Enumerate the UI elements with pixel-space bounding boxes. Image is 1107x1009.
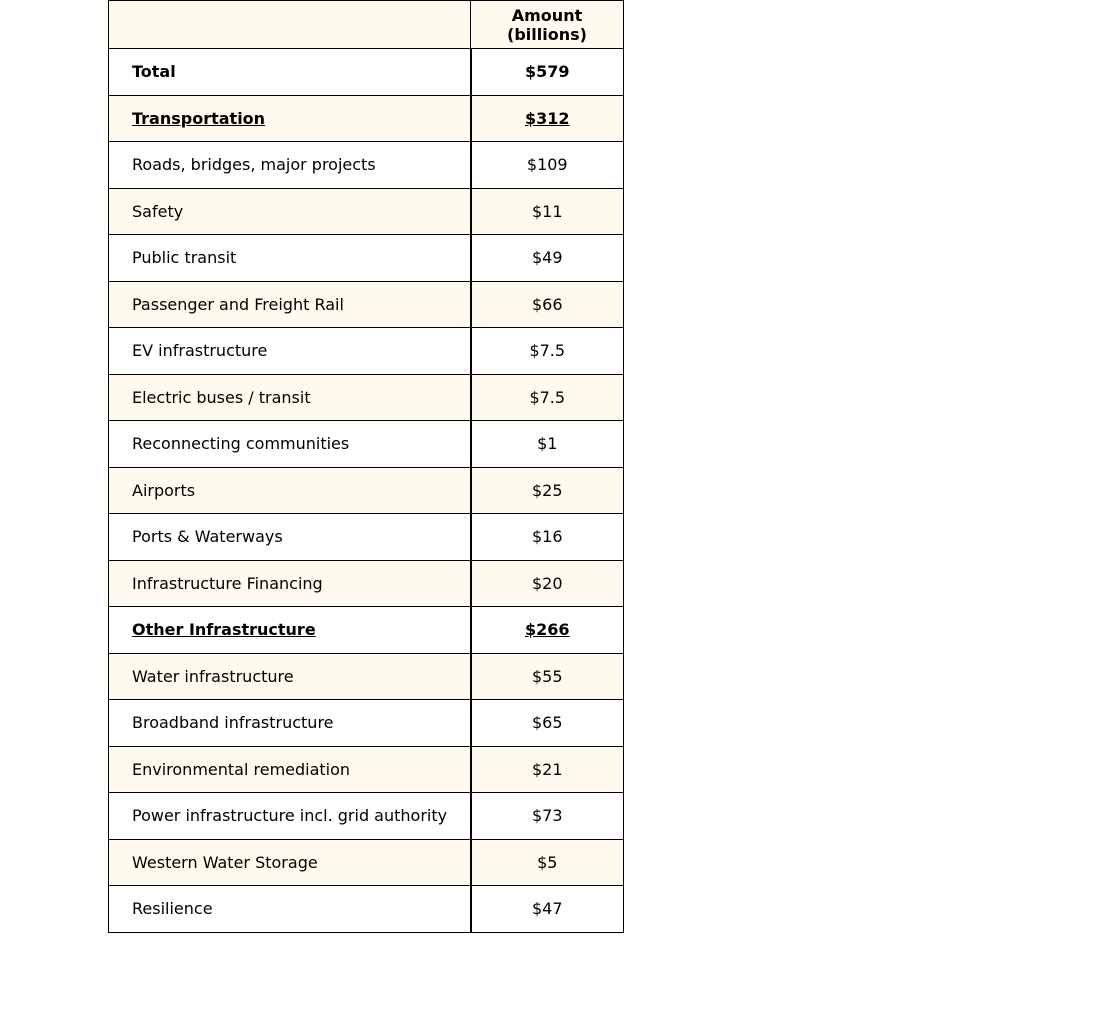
row-amount: $73 <box>531 806 563 826</box>
row-label: Western Water Storage <box>132 852 318 872</box>
row-amount: $266 <box>524 620 570 640</box>
table-row <box>109 467 624 514</box>
row-label: Electric buses / transit <box>132 387 311 407</box>
row-label: Water infrastructure <box>132 666 294 686</box>
row-label-cell <box>109 328 471 375</box>
table-row <box>109 328 624 375</box>
row-amount: $109 <box>526 155 568 175</box>
table-row <box>109 746 624 793</box>
row-amount-cell <box>471 421 624 468</box>
row-amount: $25 <box>531 480 563 500</box>
row-label: Public transit <box>132 248 237 268</box>
row-label: Airports <box>132 480 196 500</box>
row-label-cell <box>109 95 471 142</box>
row-amount: $20 <box>531 573 563 593</box>
budget-table-container <box>108 0 624 933</box>
row-amount: $5 <box>537 852 558 872</box>
row-label-cell <box>109 700 471 747</box>
row-label-cell <box>109 746 471 793</box>
header-amount-cell: Amount (billions) <box>471 1 624 49</box>
row-amount-cell <box>471 235 624 282</box>
row-label-cell <box>109 886 471 933</box>
table-row <box>109 607 624 654</box>
table-row <box>109 281 624 328</box>
table-row <box>109 188 624 235</box>
row-amount-cell <box>471 49 624 96</box>
row-label: Safety <box>132 201 184 221</box>
row-label: Broadband infrastructure <box>132 713 334 733</box>
infrastructure-budget-table <box>108 0 624 933</box>
row-label-cell <box>109 142 471 189</box>
row-label-cell <box>109 607 471 654</box>
header-label-cell <box>109 1 471 49</box>
row-amount: $47 <box>531 899 563 919</box>
row-label: EV infrastructure <box>132 341 268 361</box>
row-label-cell <box>109 421 471 468</box>
row-label-cell <box>109 560 471 607</box>
row-amount-cell <box>471 700 624 747</box>
row-amount: $7.5 <box>529 387 566 407</box>
row-label: Reconnecting communities <box>132 434 350 454</box>
table-row <box>109 886 624 933</box>
row-label: Other Infrastructure <box>132 620 316 640</box>
row-amount: $7.5 <box>529 341 566 361</box>
row-amount: $49 <box>531 248 563 268</box>
table-row <box>109 95 624 142</box>
row-label-cell <box>109 374 471 421</box>
table-row <box>109 839 624 886</box>
row-label: Total <box>132 62 176 82</box>
row-amount-cell <box>471 374 624 421</box>
row-amount: $1 <box>537 434 558 454</box>
table-row <box>109 49 624 96</box>
row-label-cell <box>109 653 471 700</box>
row-label-cell <box>109 514 471 561</box>
row-label-cell <box>109 793 471 840</box>
row-label: Ports & Waterways <box>132 527 283 547</box>
row-amount-cell <box>471 607 624 654</box>
table-row <box>109 142 624 189</box>
row-label: Roads, bridges, major projects <box>132 155 376 175</box>
row-amount: $579 <box>524 62 570 82</box>
row-amount: $55 <box>531 666 563 686</box>
row-label-cell <box>109 49 471 96</box>
table-row <box>109 421 624 468</box>
table-body <box>109 49 624 933</box>
row-label-cell <box>109 467 471 514</box>
row-amount-cell <box>471 328 624 375</box>
row-amount-cell <box>471 886 624 933</box>
row-amount-cell <box>471 560 624 607</box>
row-amount-cell <box>471 467 624 514</box>
row-amount: $66 <box>531 294 563 314</box>
table-row <box>109 514 624 561</box>
row-label-cell <box>109 839 471 886</box>
row-amount: $21 <box>531 759 563 779</box>
row-amount: $11 <box>531 201 563 221</box>
row-amount-cell <box>471 839 624 886</box>
row-amount: $16 <box>531 527 563 547</box>
table-row <box>109 653 624 700</box>
row-label-cell <box>109 188 471 235</box>
table-row <box>109 700 624 747</box>
table-header-row <box>109 1 624 49</box>
row-label-cell <box>109 235 471 282</box>
table-row <box>109 374 624 421</box>
row-amount: $312 <box>524 108 570 128</box>
row-amount-cell <box>471 793 624 840</box>
row-amount: $65 <box>531 713 563 733</box>
row-label: Resilience <box>132 899 213 919</box>
row-amount-cell <box>471 188 624 235</box>
row-label: Environmental remediation <box>132 759 351 779</box>
row-amount-cell <box>471 281 624 328</box>
table-row <box>109 793 624 840</box>
table-row <box>109 560 624 607</box>
row-label: Passenger and Freight Rail <box>132 294 344 314</box>
row-amount-cell <box>471 514 624 561</box>
table-row <box>109 235 624 282</box>
row-label: Infrastructure Financing <box>132 573 323 593</box>
row-label: Transportation <box>132 108 266 128</box>
row-amount-cell <box>471 653 624 700</box>
row-label: Power infrastructure incl. grid authority <box>132 806 448 826</box>
row-amount-cell <box>471 746 624 793</box>
row-label-cell <box>109 281 471 328</box>
row-amount-cell <box>471 95 624 142</box>
row-amount-cell <box>471 142 624 189</box>
